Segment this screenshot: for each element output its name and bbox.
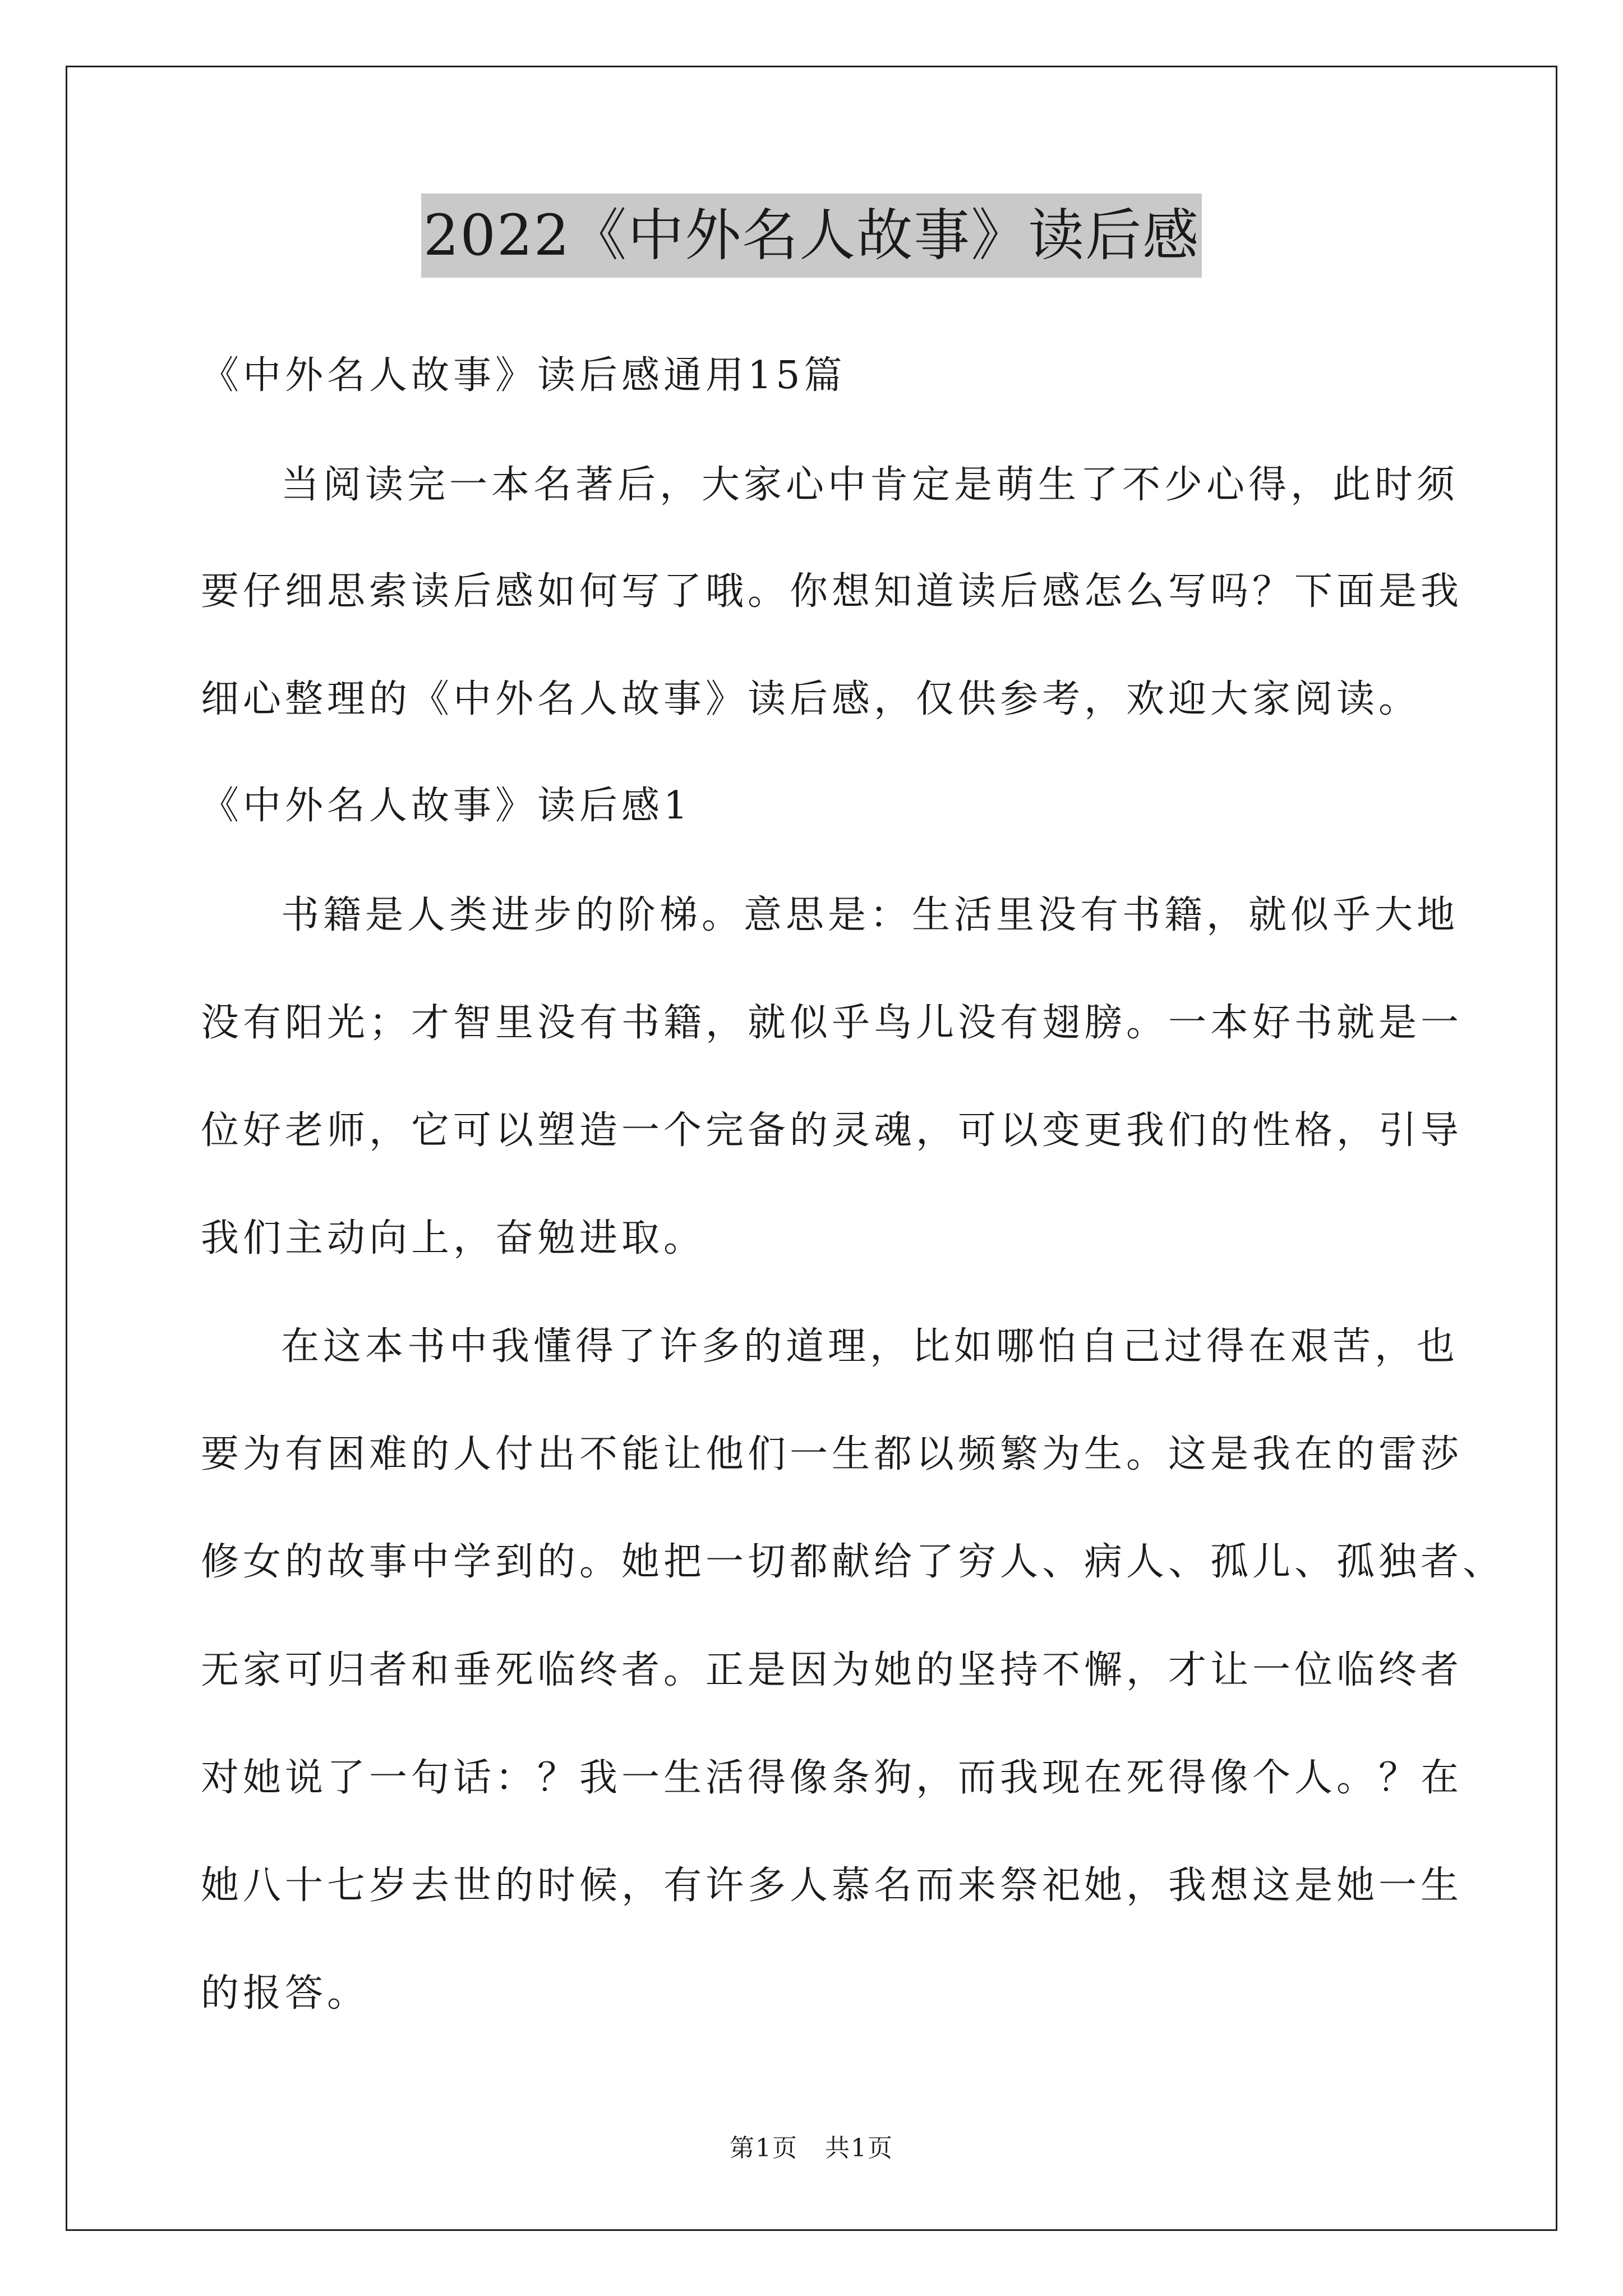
paragraph-line: 对她说了一句话：？我一生活得像条狗，而我现在死得像个人。？在: [201, 1756, 1463, 1800]
title-container: [0, 194, 1623, 278]
subtitle: 《中外名人故事》读后感通用15篇: [201, 353, 846, 398]
paragraph-line: 要仔细思索读后感如何写了哦。你想知道读后感怎么写吗？下面是我: [201, 569, 1463, 614]
paragraph-line: 没有阳光；才智里没有书籍，就似乎鸟儿没有翅膀。一本好书就是一: [201, 1001, 1463, 1045]
page-number: 第1页: [730, 2134, 798, 2162]
paragraph-line: 的报答。: [201, 1971, 370, 2016]
paragraph-line: 修女的故事中学到的。她把一切都献给了穷人、病人、孤儿、孤独者、: [201, 1540, 1505, 1584]
paragraph-line: 她八十七岁去世的时候，有许多人慕名而来祭祀她，我想这是她一生: [201, 1864, 1463, 1908]
paragraph-line: 书籍是人类进步的阶梯。意思是：生活里没有书籍，就似乎大地: [281, 893, 1459, 937]
paragraph-line: 无家可归者和垂死临终者。正是因为她的坚持不懈，才让一位临终者: [201, 1648, 1463, 1692]
page-footer: [0, 2132, 1623, 2165]
paragraph-line: 当阅读完一本名著后，大家心中肯定是萌生了不少心得，此时须: [281, 463, 1459, 507]
paragraph-line: 要为有困难的人付出不能让他们一生都以频繁为生。这是我在的雷莎: [201, 1432, 1463, 1476]
paragraph-line: 我们主动向上，奋勉进取。: [201, 1216, 706, 1260]
paragraph-line: 细心整理的《中外名人故事》读后感，仅供参考，欢迎大家阅读。: [201, 677, 1421, 721]
section-heading: 《中外名人故事》读后感1: [201, 784, 692, 828]
page-total: 共1页: [825, 2134, 893, 2162]
document-title: 2022《中外名人故事》读后感: [421, 194, 1202, 278]
paragraph-line: 位好老师，它可以塑造一个完备的灵魂，可以变更我们的性格，引导: [201, 1108, 1463, 1153]
paragraph-line: 在这本书中我懂得了许多的道理，比如哪怕自己过得在艰苦，也: [281, 1324, 1459, 1369]
